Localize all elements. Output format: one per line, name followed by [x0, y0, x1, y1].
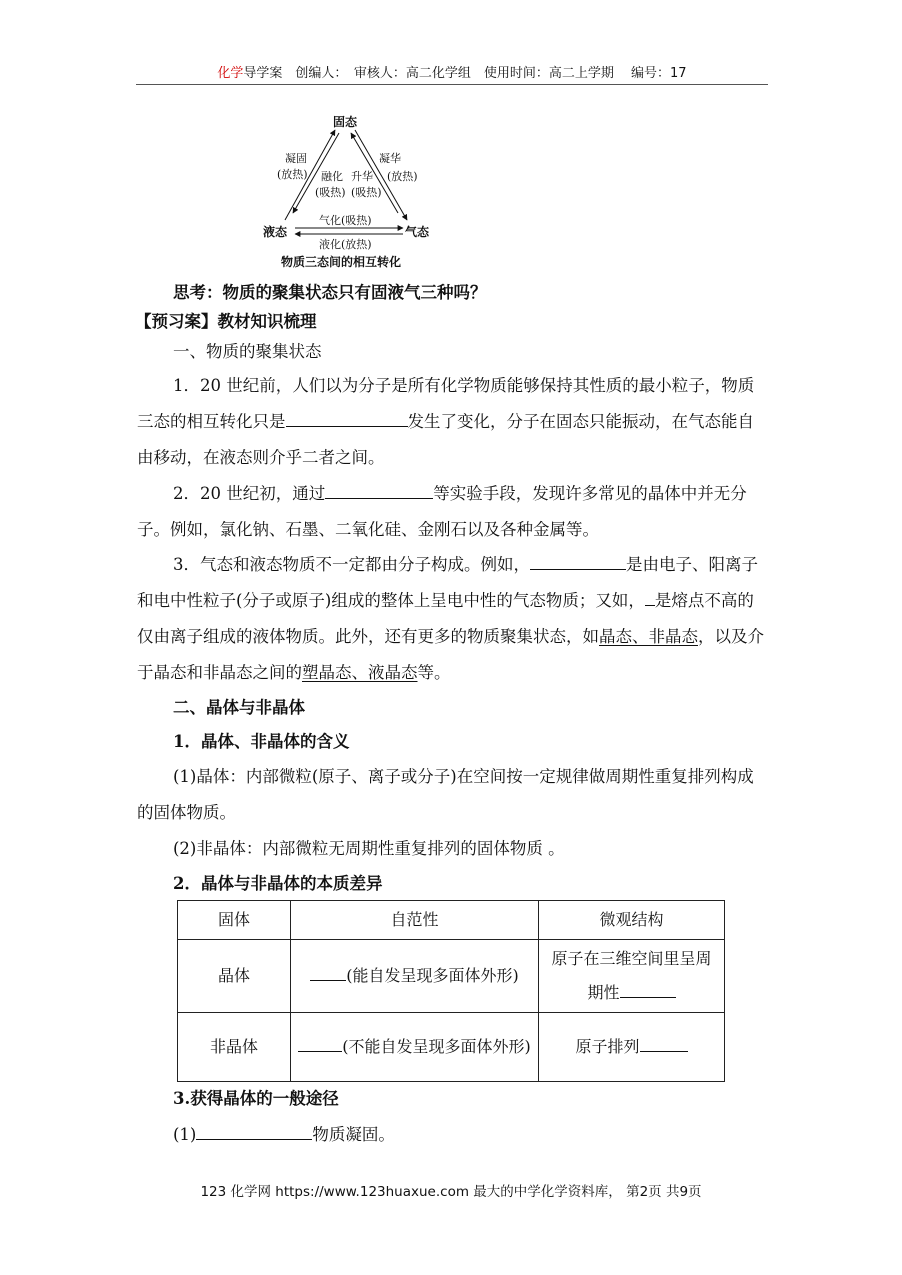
table-cell	[539, 1013, 725, 1082]
sublime-label: 升华	[351, 170, 373, 183]
freeze-heat-label: (放热)	[277, 168, 308, 181]
blank-5[interactable]	[196, 1121, 312, 1140]
p3-text-b: 是由电子、阳离子和电中性粒子(分子或原子)组成的整体上呈电中性的气态物质；又如，	[137, 555, 758, 610]
blank-4[interactable]	[645, 587, 655, 606]
table-cell	[291, 1013, 539, 1082]
header-info: 导学案 创编人： 审核人：高二化学组 使用时间：高二上学期 编号：17	[243, 66, 687, 81]
blank-3[interactable]	[530, 551, 626, 570]
definition-amorphous: (2)非晶体：内部微粒无周期性重复排列的固体物质 。	[173, 839, 565, 858]
table-blank[interactable]	[298, 1033, 342, 1052]
table-row	[178, 1013, 725, 1082]
table-cell: 晶体	[178, 940, 291, 1013]
diagram-caption: 物质三态间的相互转化	[281, 255, 402, 269]
definition-crystal: (1)晶体：内部微粒(原子、离子或分子)在空间按一定规律做周期性重复排列构成的固体物质。	[137, 767, 754, 822]
table-header: 固体	[178, 901, 291, 940]
table-blank[interactable]	[620, 979, 676, 998]
think-question: 思考：物质的聚集状态只有固液气三种吗？	[173, 283, 487, 302]
page-footer: 123 化学网 https://www.123huaxue.com 最大的中学化学资料库， 第2页 共9页	[200, 1184, 702, 1200]
header-brand: 化学	[217, 66, 244, 81]
subsection-1-title: 1．晶体、非晶体的含义	[173, 732, 350, 751]
table-row	[178, 940, 725, 1013]
desublimation-heat-label: (放热)	[387, 170, 418, 183]
table-header: 自范性	[291, 901, 539, 940]
p3-text-e: ，以及介于晶态和非晶态之间的	[137, 627, 764, 682]
sublime-heat-label: (吸热)	[351, 186, 382, 199]
melt-label: 融化	[321, 170, 343, 183]
table-cell-text: (能自发呈现多面体外形)	[346, 966, 519, 985]
three-states-diagram	[255, 108, 445, 273]
way-1	[173, 1117, 803, 1153]
p3-text-a: 3．气态和液态物质不一定都由分子构成。例如，	[173, 555, 530, 574]
paragraph-1	[137, 368, 767, 476]
freeze-label: 凝固	[285, 152, 307, 165]
blank-1[interactable]	[286, 408, 408, 427]
subsection-3-title: 3.获得晶体的一般途径	[173, 1089, 339, 1108]
paragraph-3	[137, 547, 767, 691]
p1-text-b: 发生了变化，分子在固态只能振动，在气态能自由移动，在液态则介乎二者之间。	[137, 412, 754, 467]
way-1-text: 物质凝固。	[312, 1125, 395, 1144]
preview-title: 【预习案】教材知识梳理	[135, 312, 317, 331]
three-states-svg	[255, 108, 445, 273]
way-1-number: (1)	[173, 1125, 197, 1144]
table-cell	[291, 940, 539, 1013]
p3-text-g: 等。	[417, 663, 451, 682]
section-2-title: 二、晶体与非晶体	[173, 698, 305, 717]
paragraph-2	[137, 476, 767, 548]
p3-underlined-a: 晶态、非晶态	[599, 627, 698, 646]
table-header: 微观结构	[539, 901, 725, 940]
desublimation-label: 凝华	[379, 152, 401, 165]
p3-underlined-b: 塑晶态、液晶态	[302, 663, 418, 682]
table-blank[interactable]	[640, 1033, 688, 1052]
table-cell-text: 原子在三维空间里呈周期性	[551, 949, 712, 1002]
p2-text-a: 2．20 世纪初，通过	[173, 484, 326, 503]
table-blank[interactable]	[310, 962, 346, 981]
subsection-2-title: 2．晶体与非晶体的本质差异	[173, 874, 383, 893]
p2-text-b: 等实验手段，发现许多常见的晶体中并无分子。例如，氯化钠、石墨、二氧化硅、金刚石以及各种金属等。	[137, 484, 747, 539]
table-cell	[539, 940, 725, 1013]
table-header-row	[178, 901, 725, 940]
gas-label: 气态	[405, 225, 430, 239]
section-1-title: 一、物质的聚集状态	[173, 342, 322, 361]
melt-heat-label: (吸热)	[315, 186, 346, 199]
liquid-label: 液态	[263, 225, 288, 239]
table-cell-text: (不能自发呈现多面体外形)	[342, 1037, 531, 1056]
vaporize-label: 气化(吸热)	[319, 214, 372, 227]
page-header	[136, 62, 768, 85]
solid-label: 固态	[333, 115, 358, 129]
table-cell-text: 原子排列	[575, 1037, 640, 1056]
table-cell: 非晶体	[178, 1013, 291, 1082]
p1-text-a: 1．20 世纪前，人们以为分子是所有化学物质能够保持其性质的最小粒子，物质三态的相互转化只是	[137, 376, 755, 431]
comparison-table	[177, 900, 725, 1082]
p3-text-c: 是熔点不高的仅由离子组成的液体物质。此外，还有更多的物质聚集状态，如	[137, 591, 754, 646]
blank-2[interactable]	[325, 480, 433, 499]
liquefy-label: 液化(放热)	[319, 238, 372, 251]
